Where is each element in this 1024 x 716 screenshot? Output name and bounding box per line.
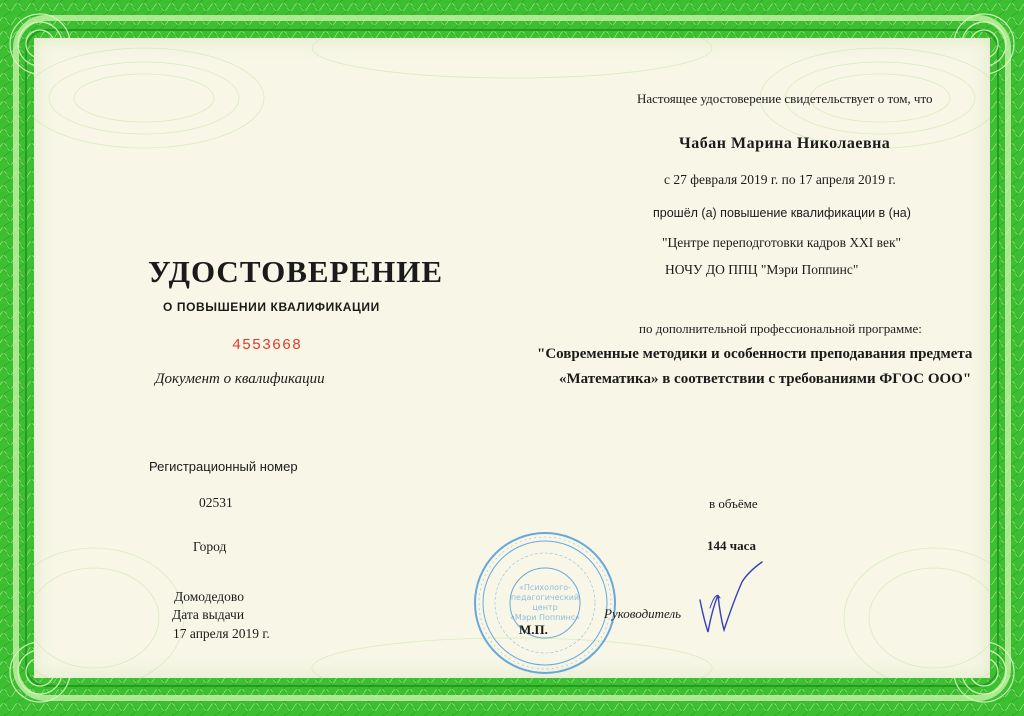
- document-type: Документ о квалификации: [155, 371, 325, 387]
- volume-label: в объёме: [709, 496, 758, 511]
- holder-name: Чабан Марина Николаевна: [679, 135, 891, 152]
- stamp-seal: [470, 528, 620, 678]
- passed-text: прошёл (а) повышение квалификации в (на): [653, 206, 911, 220]
- city-value: Домодедово: [174, 589, 244, 604]
- svg-text:центр: центр: [532, 603, 558, 612]
- volume-value: 144 часа: [707, 538, 757, 553]
- issue-date-value: 17 апреля 2019 г.: [173, 626, 270, 641]
- svg-text:«Мэри Поппинс»: «Мэри Поппинс»: [509, 613, 581, 622]
- intro-text: Настоящее удостоверение свидетельствует о том, что: [637, 91, 933, 106]
- registration-label: Регистрационный номер: [149, 459, 298, 474]
- registration-number: 02531: [199, 495, 233, 510]
- training-center: "Центре переподготовки кадров XXI век": [662, 235, 902, 250]
- issue-date-label: Дата выдачи: [172, 607, 245, 622]
- program-intro: по дополнительной профессиональной программе:: [639, 321, 922, 336]
- organization-name: НОЧУ ДО ППЦ "Мэри Поппинс": [665, 262, 859, 277]
- city-label: Город: [193, 539, 227, 554]
- stamp-place-label: М.П.: [519, 622, 548, 637]
- program-title-line2: «Математика» в соответствии с требованиями ФГОС ООО": [559, 371, 972, 387]
- certificate-number: 4553668: [232, 337, 303, 354]
- signature: [690, 560, 770, 640]
- program-title-line1: "Современные методики и особенности преподавания предмета: [537, 346, 973, 362]
- study-period: с 27 февраля 2019 г. по 17 апреля 2019 г.: [664, 172, 896, 187]
- head-label: Руководитель: [604, 606, 682, 621]
- certificate-title: УДОСТОВЕРЕНИЕ: [148, 254, 444, 289]
- svg-text:«Психолого-: «Психолого-: [518, 583, 572, 592]
- certificate-subtitle: О ПОВЫШЕНИИ КВАЛИФИКАЦИИ: [163, 300, 380, 314]
- svg-text:педагогический: педагогический: [510, 593, 580, 602]
